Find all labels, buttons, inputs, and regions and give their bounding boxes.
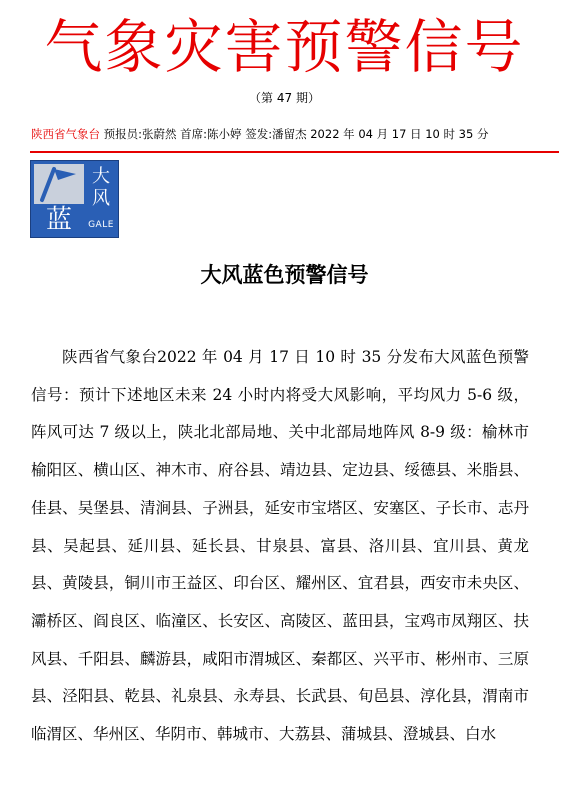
badge-icon-panel [34, 164, 84, 204]
document-title: 大风蓝色预警信号 [200, 263, 369, 287]
wind-flag-icon [34, 164, 84, 204]
badge-english-label: GALE [88, 220, 114, 230]
issuer-name: 陕西省气象台 [31, 127, 100, 141]
issue-meta-line [31, 126, 561, 142]
document-body: 陕西省气象台2022 年 04 月 17 日 10 时 35 分发布大风蓝色预警信号：预计下述地区未来 24 小时内将受大风影响，平均风力 5-6 级，阵风可达 7 级以上，陕北北部局地、关中北部局地阵风 8-9 级：榆林市榆阳区、横山区、神木市、府谷县、靖边县、定边县、绥德县、米脂县、佳县、吴堡县、清涧县、子洲县，延安市宝塔区、安塞区、子长市、志丹县、吴起县、延川县、延长县、甘泉县、富县、洛川县、宜川县、黄龙县、黄陵县，铜川市王益区、印台区、耀州区、宜君县，西安市未央区、灞桥区、阎良区、临潼区、长安区、高陵区、蓝田县，宝鸡市凤翔区、扶风县、千阳县、麟游县，咸阳市渭城区、秦都区、兴平市、彬州市、三原县、泾阳县、乾县、礼泉县、永寿县、长武县、旬邑县、淳化县，渭南市临渭区、华州区、华阴市、韩城市、大荔县、蒲城县、澄城县、白水 [31, 348, 529, 744]
badge-level-text: 蓝 [45, 205, 72, 235]
warning-badge [30, 160, 119, 238]
issue-number: （第 47 期） [249, 91, 320, 105]
masthead-title: 气象灾害预警信号 [44, 13, 525, 81]
badge-hazard-char-2: 风 [92, 188, 110, 209]
badge-hazard-char-1: 大 [92, 166, 110, 187]
header-divider [30, 151, 559, 153]
issue-details: 预报员:张蔚然 首席:陈小婷 签发:潘留杰 2022 年 04 月 17 日 10 时 35 分 [100, 127, 489, 141]
